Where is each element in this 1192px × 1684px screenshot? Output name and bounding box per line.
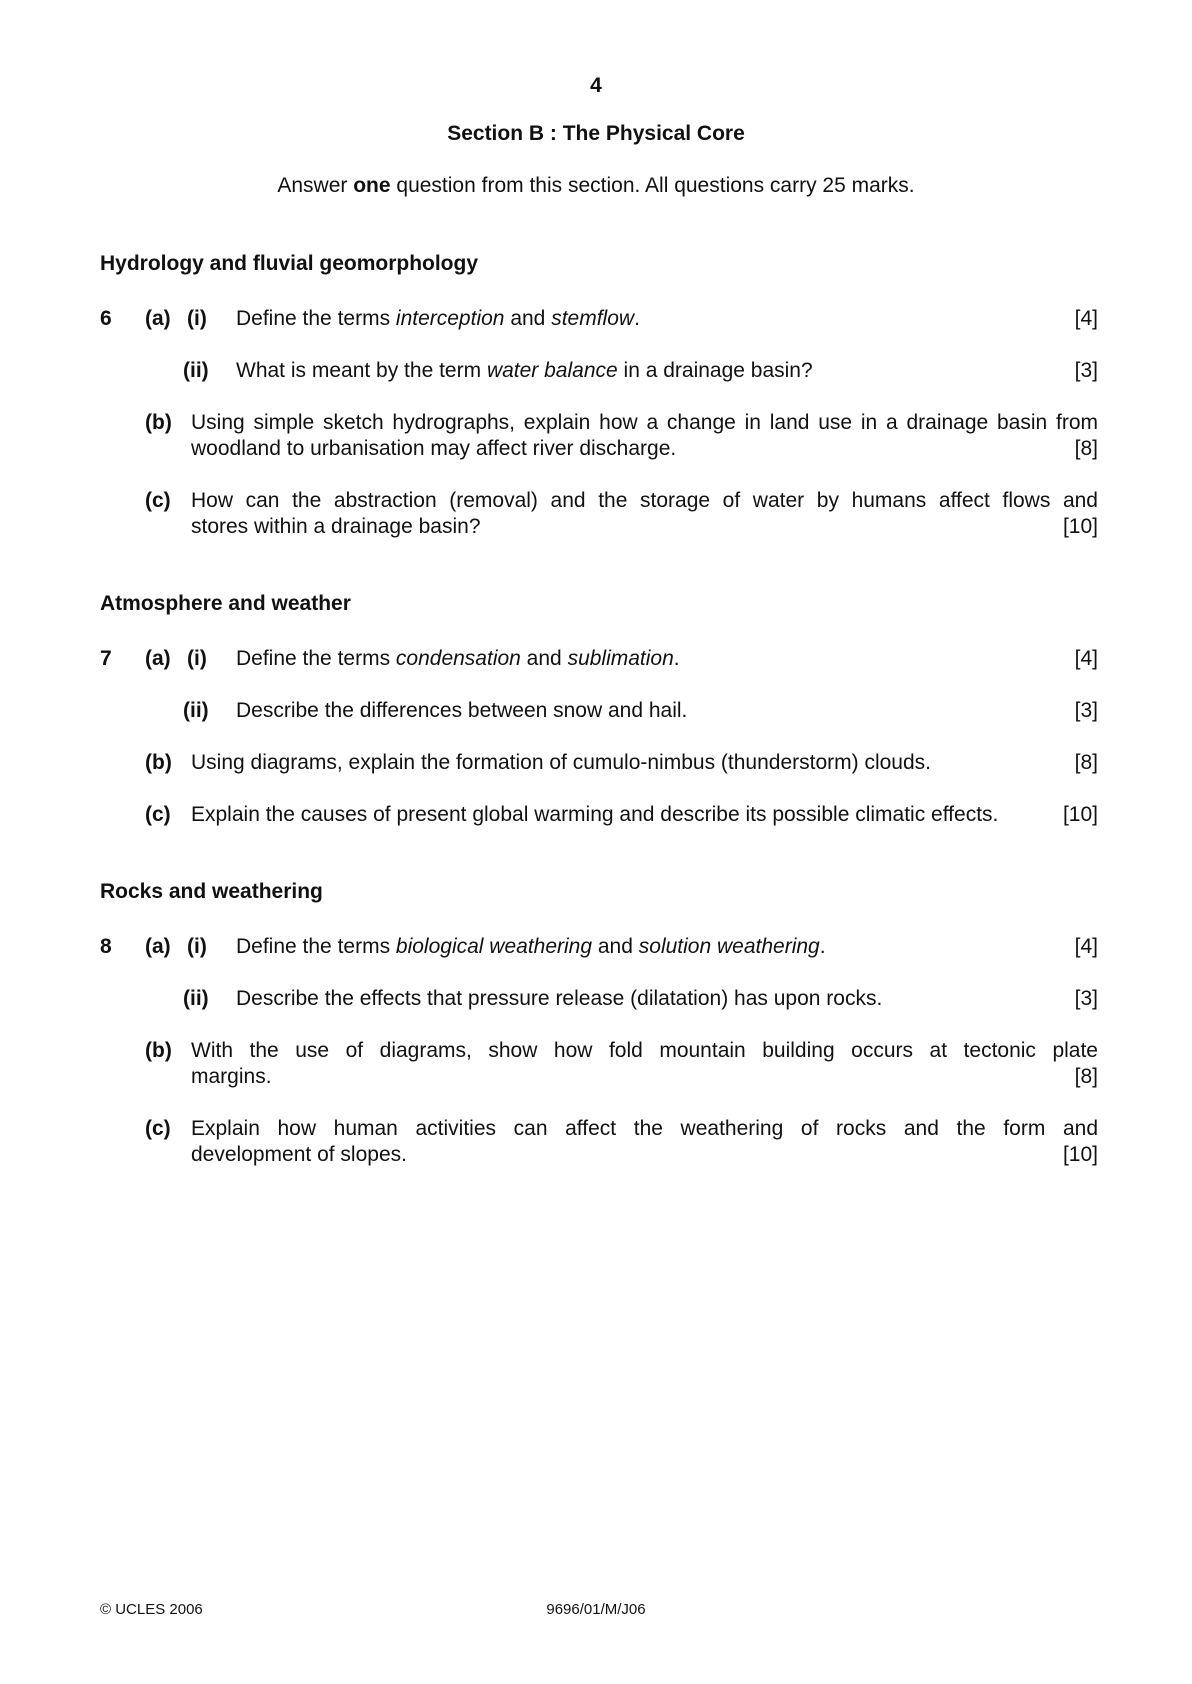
question-text: Define the terms biological weathering and solution weathering. (236, 935, 826, 958)
question-text: Using simple sketch hydrographs, explain how a change in land use in a drainage basin from woodland to urbanisation may affect river discharge. [8] (191, 411, 1098, 460)
part-label: (b) (145, 751, 172, 774)
page-number: 4 (590, 74, 602, 97)
question-text: Explain the causes of present global warming and describe its possible climatic effects. (191, 803, 999, 826)
question-text: Define the terms interception and stemflow. (236, 307, 640, 330)
part-label: (a) (145, 647, 171, 670)
part-label: (b) (145, 411, 172, 434)
part-label: (b) (145, 1039, 172, 1062)
marks: [8] (1074, 437, 1098, 460)
instructions-before: Answer (277, 174, 354, 197)
part-label: (a) (145, 307, 171, 330)
question-number: 8 (100, 935, 112, 958)
marks: [4] (1074, 647, 1098, 670)
part-label: (a) (145, 935, 171, 958)
instructions (0, 174, 1192, 198)
question-text: Define the terms condensation and sublimation. (236, 647, 680, 670)
part-label: (c) (145, 1117, 171, 1140)
question-text: Describe the differences between snow and hail. (236, 699, 688, 722)
question-number: 7 (100, 647, 112, 670)
question-number: 6 (100, 307, 112, 330)
question-text: What is meant by the term water balance in a drainage basin? (236, 359, 813, 382)
marks: [8] (1074, 751, 1098, 774)
section-title: Section B : The Physical Core (447, 122, 745, 145)
subpart-label: (ii) (183, 987, 209, 1010)
marks: [10] (1062, 803, 1098, 826)
subpart-label: (i) (187, 647, 207, 670)
question-text: Explain how human activities can affect the weathering of rocks and the form and development of slopes. [10] (191, 1117, 1098, 1166)
marks: [4] (1074, 307, 1098, 330)
marks: [3] (1074, 359, 1098, 382)
marks: [4] (1074, 935, 1098, 958)
marks: [8] (1074, 1065, 1098, 1088)
footer-code: 9696/01/M/J06 (546, 1601, 646, 1618)
footer-copyright: © UCLES 2006 (100, 1601, 203, 1618)
topic-heading-hydrology: Hydrology and fluvial geomorphology (100, 252, 479, 275)
part-label: (c) (145, 489, 171, 512)
marks: [10] (1062, 1143, 1098, 1166)
subpart-label: (ii) (183, 699, 209, 722)
subpart-label: (i) (187, 307, 207, 330)
topic-heading-atmosphere: Atmosphere and weather (100, 592, 351, 615)
instructions-bold: one (353, 174, 391, 197)
part-label: (c) (145, 803, 171, 826)
subpart-label: (i) (187, 935, 207, 958)
marks: [3] (1074, 987, 1098, 1010)
marks: [10] (1062, 515, 1098, 538)
instructions-after: question from this section. All questions carry 25 marks. (390, 174, 915, 197)
marks: [3] (1074, 699, 1098, 722)
question-text: Describe the effects that pressure release (dilatation) has upon rocks. (236, 987, 883, 1010)
question-text: With the use of diagrams, show how fold mountain building occurs at tectonic plate margins. [8] (191, 1039, 1098, 1088)
question-text: How can the abstraction (removal) and the storage of water by humans affect flows and stores within a drainage basin? [10] (191, 489, 1098, 538)
subpart-label: (ii) (183, 359, 209, 382)
question-text: Using diagrams, explain the formation of cumulo-nimbus (thunderstorm) clouds. (191, 751, 931, 774)
topic-heading-rocks: Rocks and weathering (100, 880, 323, 903)
